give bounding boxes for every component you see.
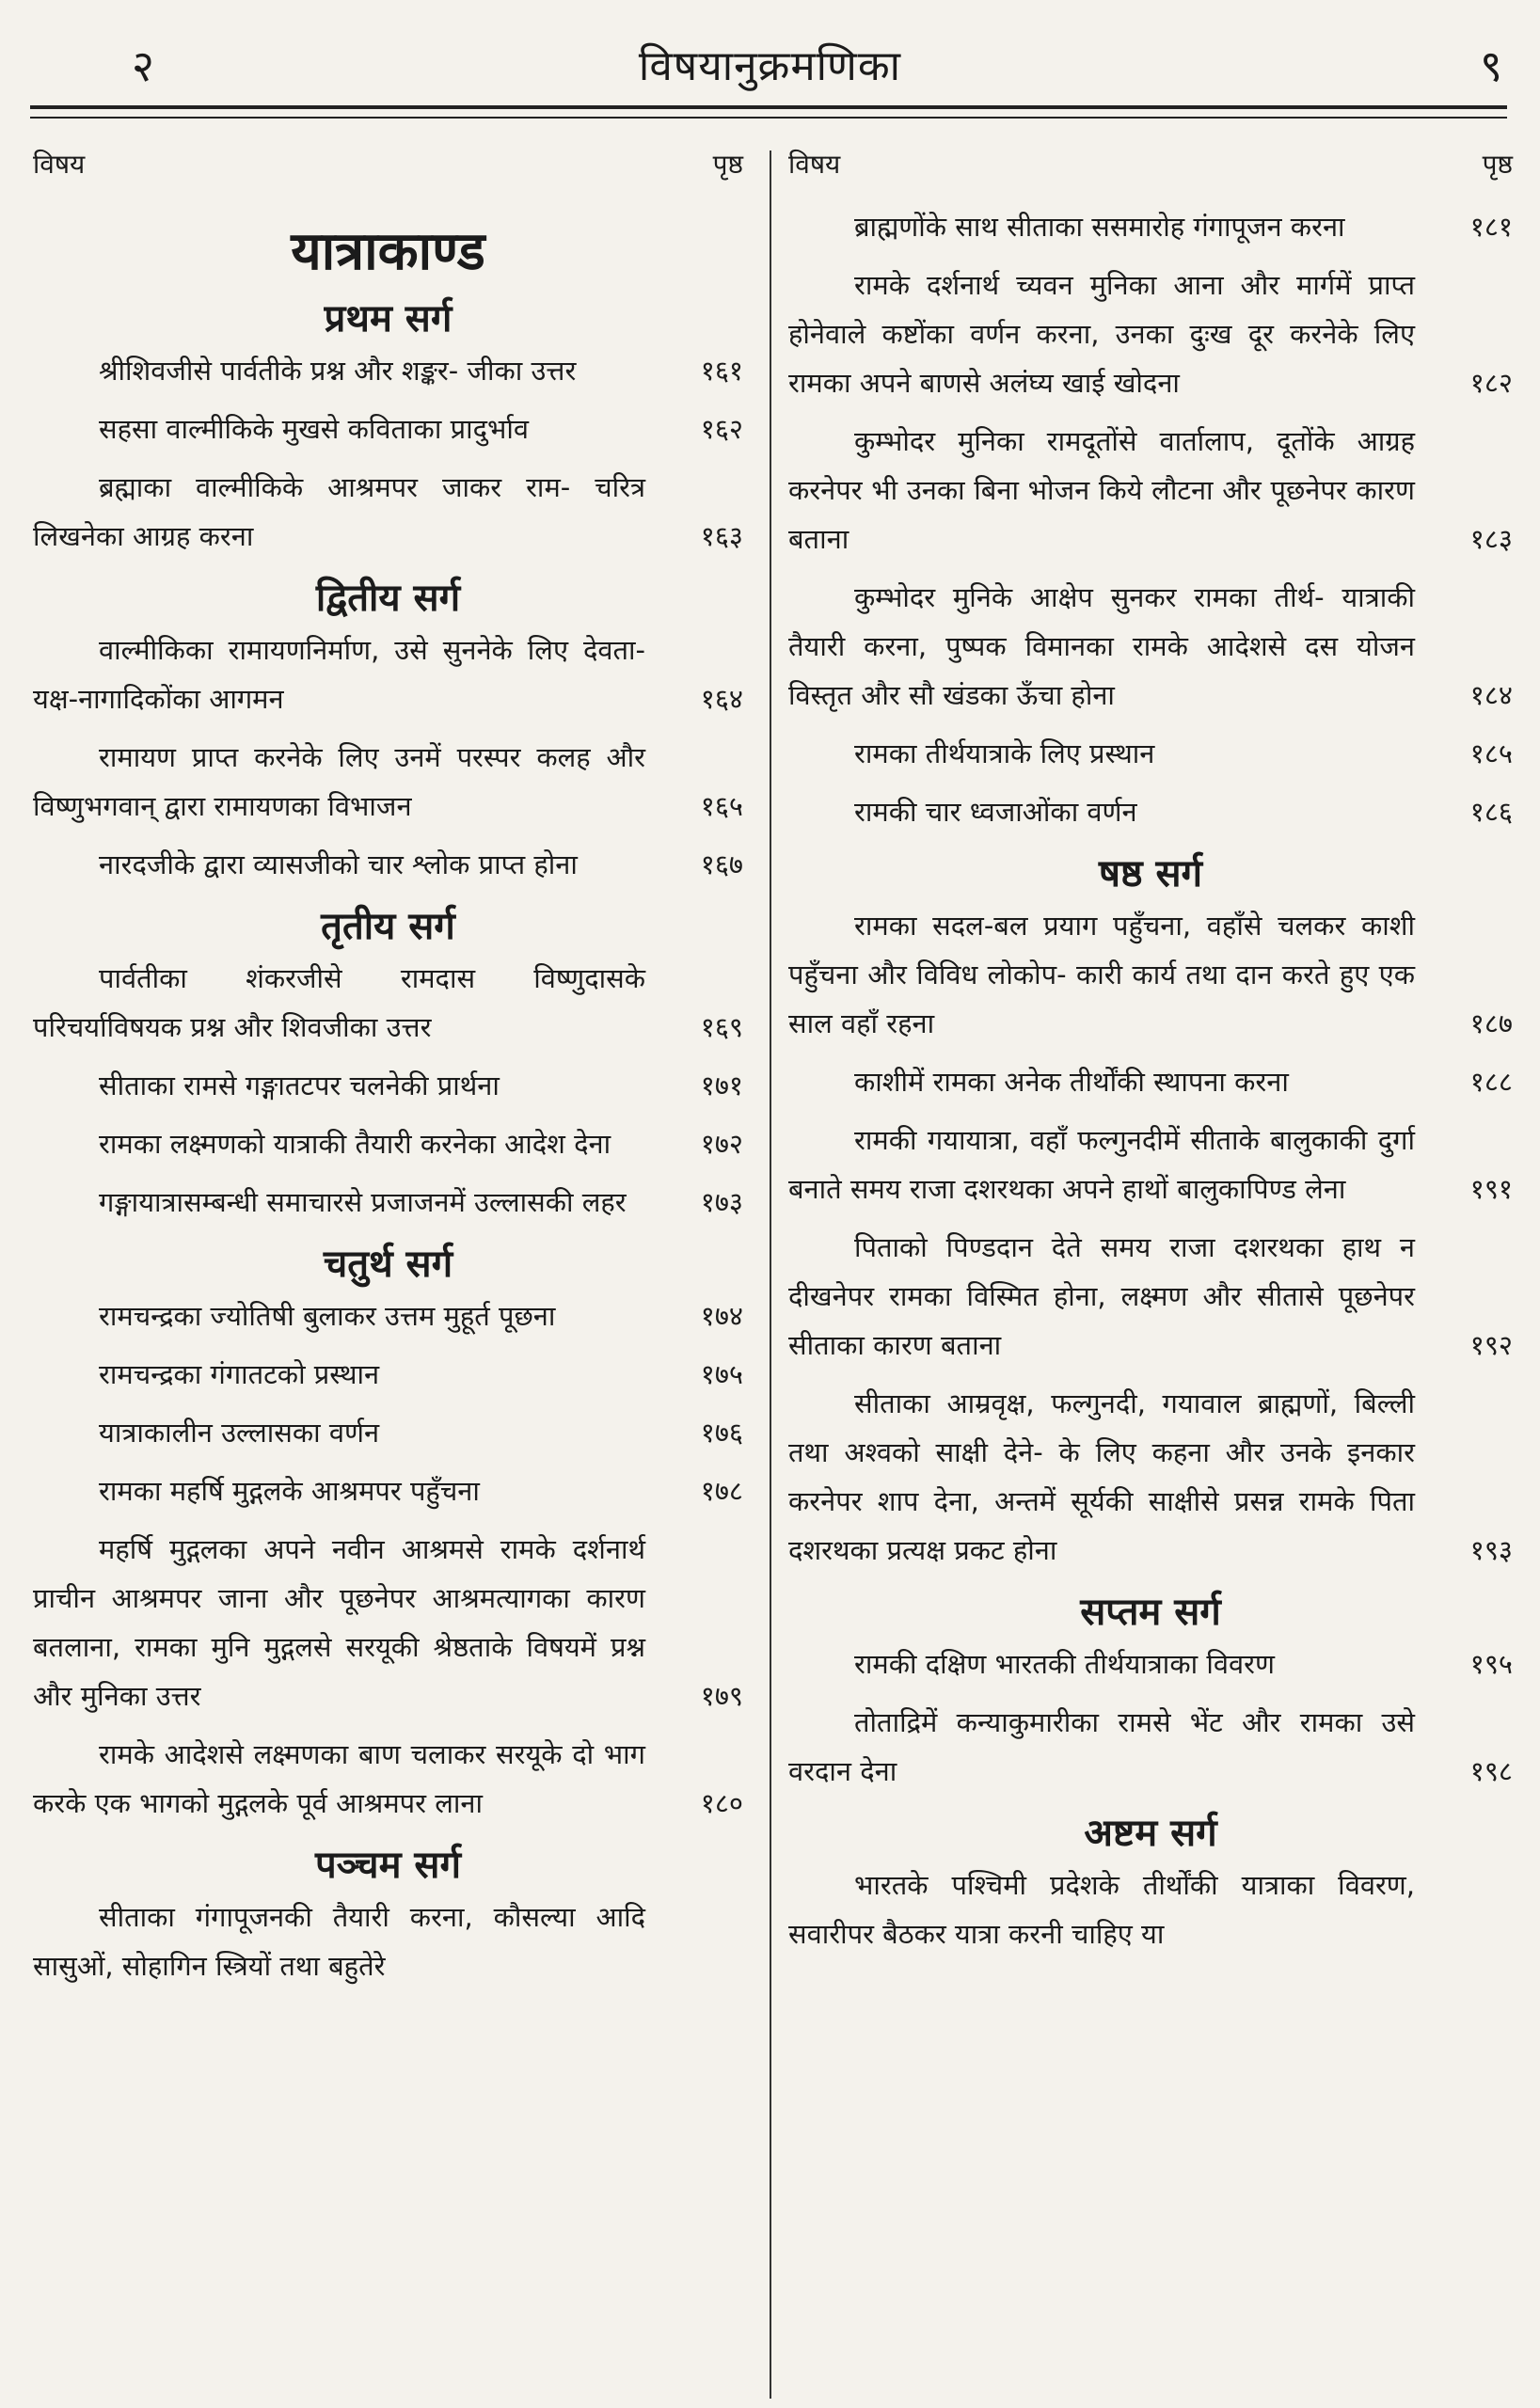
entry-page-number: १९३ — [1469, 1534, 1513, 1566]
entry-page-number: १७४ — [700, 1300, 743, 1332]
toc-entry — [788, 901, 1513, 1048]
toc-entry — [788, 1698, 1513, 1796]
entry-page-number: १८२ — [1469, 367, 1513, 399]
entry-page-number: १९१ — [1469, 1173, 1513, 1205]
entry-page-number: १९८ — [1469, 1755, 1513, 1787]
header-rule-thick — [30, 105, 1507, 109]
entry-page-number: १७३ — [700, 1186, 743, 1218]
toc-entry — [33, 1350, 743, 1399]
entry-text: गङ्गायात्रासम्बन्धी समाचारसे प्रजाजनमें उल्लासकी लहर — [99, 1186, 627, 1218]
entry-page-number: १६२ — [700, 413, 743, 445]
toc-entry — [788, 1116, 1513, 1213]
toc-entry — [788, 1379, 1513, 1575]
toc-entry — [33, 954, 743, 1052]
toc-entry — [788, 1057, 1513, 1106]
entry-text: सीताका आम्रवृक्ष, फल्गुनदी, गयावाल ब्राह्मणों, बिल्ली तथा अश्वको साक्षी देने- के लिए कहना और उनके इनकार करनेपर शाप देना, अन्तमें सूर्यकी साक्षीसे प्रसन्न रामके पिता दशरथका प्रत्यक्ष प्रकट होना — [788, 1387, 1415, 1566]
entry-text: कुम्भोदर मुनिका रामदूतोंसे वार्तालाप, दूतोंके आग्रह करनेपर भी उनका बिना भोजन किये लौटना और पूछनेपर कारण बताना — [788, 425, 1415, 555]
entry-page-number: १७९ — [700, 1680, 743, 1712]
sarga-heading: सप्तम सर्ग — [1080, 1590, 1221, 1634]
right-sections — [788, 202, 1513, 1958]
entry-text: नारदजीके द्वारा व्यासजीको चार श्लोक प्राप्त होना — [99, 848, 578, 880]
entry-text: रामके दर्शनार्थ च्यवन मुनिका आना और मार्गमें प्राप्त होनेवाले कष्टोंका वर्णन करना, उनका दुःख दूर करनेके लिए रामका अपने बाणसे अलंघ्य खाई खोदना — [788, 269, 1415, 399]
entry-page-number: १८४ — [1469, 679, 1513, 711]
entry-text: यात्राकालीन उल्लासका वर्णन — [99, 1417, 380, 1449]
toc-entry — [33, 626, 743, 723]
toc-entry — [788, 787, 1513, 836]
entry-text: रामके आदेशसे लक्ष्मणका बाण चलाकर सरयूके दो भाग करके एक भागको मुद्गलके पूर्व आश्रमपर लाना — [33, 1738, 645, 1819]
entry-page-number: १७५ — [700, 1358, 743, 1390]
sarga-heading: पञ्चम सर्ग — [314, 1843, 461, 1887]
toc-entry — [33, 1291, 743, 1340]
entry-text: रामकी चार ध्वजाओंका वर्णन — [854, 796, 1137, 828]
entry-page-number: १९५ — [1469, 1648, 1513, 1680]
toc-entry — [33, 1061, 743, 1110]
sarga-heading: प्रथम सर्ग — [324, 296, 452, 341]
toc-entry — [788, 573, 1513, 720]
toc-entry — [33, 1178, 743, 1227]
sarga-heading: षष्ठ सर्ग — [1098, 851, 1203, 895]
entry-text: रामकी दक्षिण भारतकी तीर्थयात्राका विवरण — [854, 1648, 1275, 1680]
page-number-left: २ — [132, 40, 154, 91]
entry-text: ब्रह्माका वाल्मीकिके आश्रमपर जाकर राम- चरित्र लिखनेका आग्रह करना — [33, 471, 645, 552]
header-rule-thin — [30, 117, 1507, 119]
entry-page-number: १९२ — [1469, 1329, 1513, 1361]
entry-page-number: १७८ — [700, 1475, 743, 1507]
entry-page-number: १७१ — [700, 1069, 743, 1101]
entry-page-number: १६४ — [700, 683, 743, 715]
toc-entry — [788, 417, 1513, 563]
toc-entry — [788, 1223, 1513, 1370]
sarga-heading: अष्टम सर्ग — [1084, 1811, 1217, 1855]
page-number-right: ९ — [1480, 40, 1502, 91]
entry-page-number: १७६ — [700, 1417, 743, 1449]
left-column — [33, 141, 743, 2000]
toc-entry — [788, 729, 1513, 778]
entry-page-number: १६५ — [700, 790, 743, 822]
toc-entry — [33, 404, 743, 453]
entry-page-number: १६९ — [700, 1011, 743, 1043]
entry-page-number: १८५ — [1469, 737, 1513, 769]
left-column-header — [33, 141, 743, 202]
entry-text: रामायण प्राप्त करनेके लिए उनमें परस्पर कलह और विष्णुभगवान् द्वारा रामायणका विभाजन — [33, 741, 645, 822]
entry-text: रामका महर्षि मुद्गलके आश्रमपर पहुँचना — [99, 1475, 480, 1507]
toc-entry — [33, 1730, 743, 1828]
page-title: विषयानुक्रमणिका — [638, 42, 902, 90]
entry-page-number: १८८ — [1469, 1066, 1513, 1098]
sarga-heading: तृतीय सर्ग — [321, 904, 455, 948]
entry-text: सहसा वाल्मीकिके मुखसे कविताका प्रादुर्भाव — [99, 413, 529, 445]
entry-text: रामका तीर्थयात्राके लिए प्रस्थान — [854, 737, 1155, 769]
page-label: पृष्ठ — [1482, 149, 1513, 180]
toc-entry — [788, 1861, 1513, 1958]
column-divider — [770, 150, 771, 2399]
left-sections — [33, 291, 743, 1990]
toc-entry — [33, 346, 743, 395]
entry-page-number: १६३ — [700, 520, 743, 552]
entry-page-number: १८६ — [1469, 796, 1513, 828]
sarga-heading: द्वितीय सर्ग — [315, 576, 461, 620]
entry-text: पार्वतीका शंकरजीसे रामदास विष्णुदासके परिचर्याविषयक प्रश्न और शिवजीका उत्तर — [33, 962, 645, 1043]
entry-text: काशीमें रामका अनेक तीर्थोंकी स्थापना करना — [854, 1066, 1289, 1098]
entry-text: रामचन्द्रका गंगातटको प्रस्थान — [99, 1358, 380, 1390]
toc-entry — [788, 261, 1513, 407]
toc-entry — [33, 1466, 743, 1515]
sarga-heading: चतुर्थ सर्ग — [323, 1242, 453, 1286]
toc-entry — [33, 733, 743, 831]
entry-page-number: १७२ — [700, 1128, 743, 1160]
toc-entry — [33, 463, 743, 561]
entry-text: भारतके पश्चिमी प्रदेशके तीर्थोंकी यात्राका विवरण, सवारीपर बैठकर यात्रा करनी चाहिए या — [788, 1869, 1415, 1950]
entry-page-number: १६१ — [700, 355, 743, 387]
entry-text: महर्षि मुद्गलका अपने नवीन आश्रमसे रामके दर्शनार्थ प्राचीन आश्रमपर जाना और पूछनेपर आश्रमत्यागका कारण बतलाना, रामका मुनि मुद्गलसे सरयूकी श्रेष्ठताके विषयमें प्रश्न और मुनिका उत्तर — [33, 1533, 645, 1712]
right-column-header — [788, 141, 1513, 202]
entry-page-number: १८३ — [1469, 523, 1513, 555]
toc-entry — [788, 202, 1513, 251]
subject-label: विषय — [33, 149, 86, 180]
toc-entry — [33, 1119, 743, 1168]
entry-page-number: १८१ — [1469, 211, 1513, 243]
entry-text: सीताका रामसे गङ्गातटपर चलनेकी प्रार्थना — [99, 1069, 500, 1101]
toc-entry — [788, 1640, 1513, 1688]
entry-text: रामका सदल-बल प्रयाग पहुँचना, वहाँसे चलकर काशी पहुँचना और विविध लोकोप- कारी कार्य तथा दान करते हुए एक साल वहाँ रहना — [788, 910, 1415, 1039]
entry-text: रामकी गयायात्रा, वहाँ फल्गुनदीमें सीताके बालुकाकी दुर्गा बनाते समय राजा दशरथका अपने हाथों बालुकापिण्ड लेना — [788, 1124, 1415, 1205]
entry-page-number: १८७ — [1469, 1007, 1513, 1039]
toc-entry — [33, 840, 743, 889]
entry-page-number: १८० — [700, 1787, 743, 1819]
entry-text: पिताको पिण्डदान देते समय राजा दशरथका हाथ न दीखनेपर रामका विस्मित होना, लक्ष्मण और सीतासे पूछनेपर सीताका कारण बताना — [788, 1231, 1415, 1361]
entry-text: तोताद्रिमें कन्याकुमारीका रामसे भेंट और रामका उसे वरदान देना — [788, 1706, 1415, 1787]
entry-text: सीताका गंगापूजनकी तैयारी करना, कौसल्या आदि सासुओं, सोहागिन स्त्रियों तथा बहुतेरे — [33, 1901, 645, 1982]
entry-text: ब्राह्मणोंके साथ सीताका ससमारोह गंगापूजन करना — [854, 211, 1345, 243]
toc-entry — [33, 1525, 743, 1720]
kanda-title: यात्राकाण्ड — [291, 220, 485, 282]
toc-entry — [33, 1408, 743, 1457]
page-label: पृष्ठ — [712, 149, 743, 180]
entry-text: रामका लक्ष्मणको यात्राकी तैयारी करनेका आदेश देना — [99, 1128, 611, 1160]
entry-page-number: १६७ — [700, 848, 743, 880]
subject-label: विषय — [788, 149, 841, 180]
entry-text: रामचन्द्रका ज्योतिषी बुलाकर उत्तम मुहूर्त पूछना — [99, 1300, 556, 1332]
entry-text: कुम्भोदर मुनिके आक्षेप सुनकर रामका तीर्थ- यात्राकी तैयारी करना, पुष्पक विमानका रामके आदेशसे दस योजन विस्तृत और सौ खंडका ऊँचा होना — [788, 581, 1415, 711]
toc-entry — [33, 1893, 743, 1990]
entry-text: श्रीशिवजीसे पार्वतीके प्रश्न और शङ्कर- जीका उत्तर — [99, 355, 577, 387]
right-column — [788, 141, 1513, 1968]
entry-text: वाल्मीकिका रामायणनिर्माण, उसे सुननेके लिए देवता-यक्ष-नागादिकोंका आगमन — [33, 634, 645, 715]
